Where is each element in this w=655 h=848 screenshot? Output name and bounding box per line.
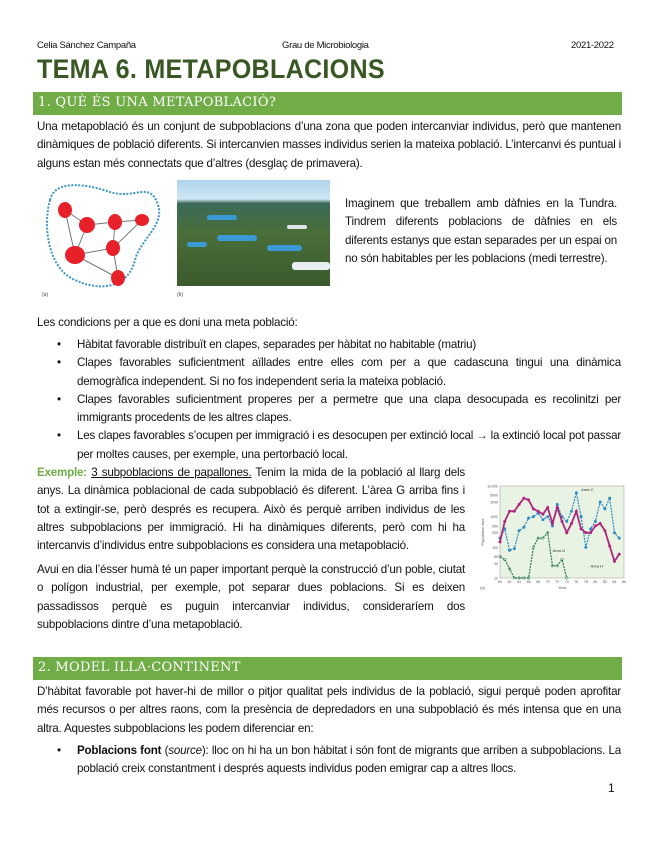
example-label: Exemple: <box>37 466 87 479</box>
y-tick-label: 1000 <box>490 515 498 520</box>
example-paragraph <box>37 464 465 555</box>
data-point <box>613 560 616 563</box>
example-text: Tenim la mida de la població al llarg dels anys. La dinàmica poblacional de cada subpoblació és diferent. L’àrea G arriba fins i tot a extingir-se, però després es recupera. Això és perquè arriben individus de les altres subpoblacions per immigració. Hi ha dinàmiques diferents, però com hi ha intercanvis d’individus entre subpoblacions es considera una metapoblació. <box>37 466 466 553</box>
data-point <box>608 497 611 500</box>
x-tick-label: 62 <box>507 580 512 584</box>
data-point <box>518 503 521 506</box>
data-point <box>508 549 511 552</box>
bullet-term: Poblacions font <box>77 744 162 757</box>
data-point <box>565 531 568 534</box>
page-number: 1 <box>608 781 615 795</box>
list-item: • Hàbitat favorable distribuït en clapes, separades per hàbitat no habitable (matriu) <box>37 336 621 354</box>
x-axis-label: Year <box>557 585 567 590</box>
x-tick-label: 82 <box>602 580 607 584</box>
data-point <box>532 515 535 518</box>
y-axis-label: Population size <box>480 518 485 546</box>
x-tick-label: 64 <box>517 580 522 584</box>
tundra-paragraph: Imaginem que treballem amb dàfnies en la Tundra. Tindrem diferents poblacions de dàfnies en els diferents estanys que estan separades per un espai on no són habitables per les poblacions (medi terrestre). <box>345 197 617 265</box>
conditions-intro: Les condicions per a que es doni una meta població: <box>37 316 298 329</box>
human-paragraph: Avui en dia l’ésser humà té un paper important perquè la construcció d’un poble, ciutat o polígon industrial, per exemple, pot separar dues poblacions. Si es deixen passadissos perquè es puguin intercanviar individus, consideraríem dos subpoblacions dintre d’una metapoblació. <box>37 563 465 631</box>
data-point <box>618 537 621 540</box>
data-point <box>532 508 535 511</box>
data-point <box>594 525 597 528</box>
list-item: • Clapes favorables suficientment aïllades entre elles com per a que cadascuna tingui una dinàmica demogràfica independent. Si no fos independent seria la mateixa població. <box>37 354 621 391</box>
data-point <box>527 499 530 502</box>
y-tick-label: 3000 <box>490 500 498 505</box>
x-tick-label: 74 <box>564 580 569 584</box>
y-tick-label: 30 <box>494 561 498 566</box>
series-label: Area H <box>590 563 604 569</box>
data-point <box>499 541 502 544</box>
figure-b-label: (b) <box>177 292 184 298</box>
data-point <box>508 510 511 513</box>
data-point <box>585 531 588 534</box>
series-label: Area C <box>581 486 594 492</box>
data-point <box>589 531 592 534</box>
x-tick-label: 60 <box>498 580 502 584</box>
data-point <box>527 517 530 520</box>
data-point <box>537 510 540 513</box>
x-tick-label: 70 <box>545 580 550 584</box>
header-course: Grau de Microbiologia <box>282 40 369 51</box>
data-point <box>518 529 521 532</box>
data-point <box>613 531 616 534</box>
data-point <box>523 497 526 500</box>
x-tick-label: 66 <box>526 580 531 584</box>
data-point <box>513 510 516 513</box>
section2-intro: D’hàbitat favorable pot haver-hi de millor o pitjor qualitat pels individus de la població, sigui perquè poden aprofitar més recursos o per altres raons, com la presència de depredadors en una subpoblació és més intensa que en una altra. Aquestes subpoblacions les podem diferenciar en: <box>37 685 621 735</box>
panel-label: (a) <box>480 585 485 590</box>
list-item: • Clapes favorables suficientment properes per a permetre que una clapa desocupada es recolinitzi per immigrants procedents de les altres clapes. <box>37 391 621 428</box>
x-tick-label: 78 <box>583 580 588 584</box>
data-point <box>599 522 602 525</box>
data-point <box>618 553 621 556</box>
data-point <box>546 515 549 518</box>
data-point <box>542 513 545 516</box>
data-point <box>589 528 592 531</box>
data-point <box>604 508 607 511</box>
data-point <box>608 545 611 548</box>
x-tick-label: 86 <box>622 580 626 584</box>
x-tick-label: 68 <box>536 580 541 584</box>
x-tick-label: 84 <box>612 580 617 584</box>
data-point <box>580 528 583 531</box>
data-point <box>503 520 506 523</box>
data-point <box>570 510 573 513</box>
page-title: TEMA 6. METAPOBLACIONS <box>37 54 385 84</box>
intro-paragraph: Una metapoblació és un conjunt de subpoblacions d’una zona que poden intercanviar individus, però que mantenen dinàmiques de població diferents. Si intercanvien masses individus serien la mateixa població. L’intercanvi és puntual i alguns estan més connectats que d’altres (desglaç de primavera). <box>37 120 621 170</box>
data-point <box>561 520 564 523</box>
data-point <box>556 506 559 509</box>
tundra-photo <box>177 180 330 286</box>
list-item: • Les clapes favorables s’ocupen per immigració i es desocupen per extinció local → la extinció local pot passar per moltes causes, per exemple, una pertorbació local. <box>37 427 621 464</box>
data-point <box>585 546 588 549</box>
example-title: 3 subpoblacions de papallones. <box>91 466 252 479</box>
data-point <box>594 520 597 523</box>
section-heading-2: 2. MODEL ILLA·CONTINENT <box>33 657 622 680</box>
metapopulation-diagram <box>40 180 165 300</box>
data-point <box>580 515 583 518</box>
data-point <box>575 492 578 495</box>
x-tick-label: 80 <box>593 580 598 584</box>
data-point <box>542 518 545 521</box>
y-tick-label: 10,000 <box>487 484 498 489</box>
header-author: Celia Sánchez Campaña <box>37 40 136 51</box>
data-point <box>565 520 568 523</box>
population-chart <box>478 478 628 598</box>
data-point <box>546 506 549 509</box>
header-year: 2021-2022 <box>571 40 614 51</box>
section-heading-1: 1. QUÈ ÉS UNA METAPOBLACIÓ? <box>33 92 622 115</box>
y-tick-label: 300 <box>492 531 498 536</box>
source-list <box>37 742 621 779</box>
data-point <box>570 522 573 525</box>
data-point <box>604 529 607 532</box>
x-tick-label: 76 <box>574 580 579 584</box>
y-tick-label: 10 <box>494 576 498 581</box>
data-point <box>575 510 578 513</box>
y-tick-label: 5000 <box>490 493 498 498</box>
y-tick-label: 500 <box>492 524 498 529</box>
data-point <box>523 526 526 529</box>
x-tick-label: 72 <box>555 580 560 584</box>
conditions-list <box>37 336 621 464</box>
data-point <box>551 522 554 525</box>
figure-a-label: (a) <box>42 292 49 298</box>
data-point <box>599 501 602 504</box>
bullet-source: source <box>168 744 202 757</box>
list-item: • Poblacions font (source): lloc on hi ha un bon hàbitat i són font de migrants que arriben a subpoblacions. La població creix constantment i després aquests individus poden emigrar cap a altres llocs. <box>37 742 621 779</box>
series-label: Area G <box>552 548 566 554</box>
bullet-text: : lloc on hi ha un bon hàbitat i són font de migrants que arriben a subpoblacions. La població creix constantment i després aquests individus poden emigrar cap a altres llocs. <box>77 744 621 776</box>
y-tick-label: 50 <box>494 555 498 560</box>
y-tick-label: 100 <box>492 545 498 550</box>
data-point <box>513 547 516 550</box>
